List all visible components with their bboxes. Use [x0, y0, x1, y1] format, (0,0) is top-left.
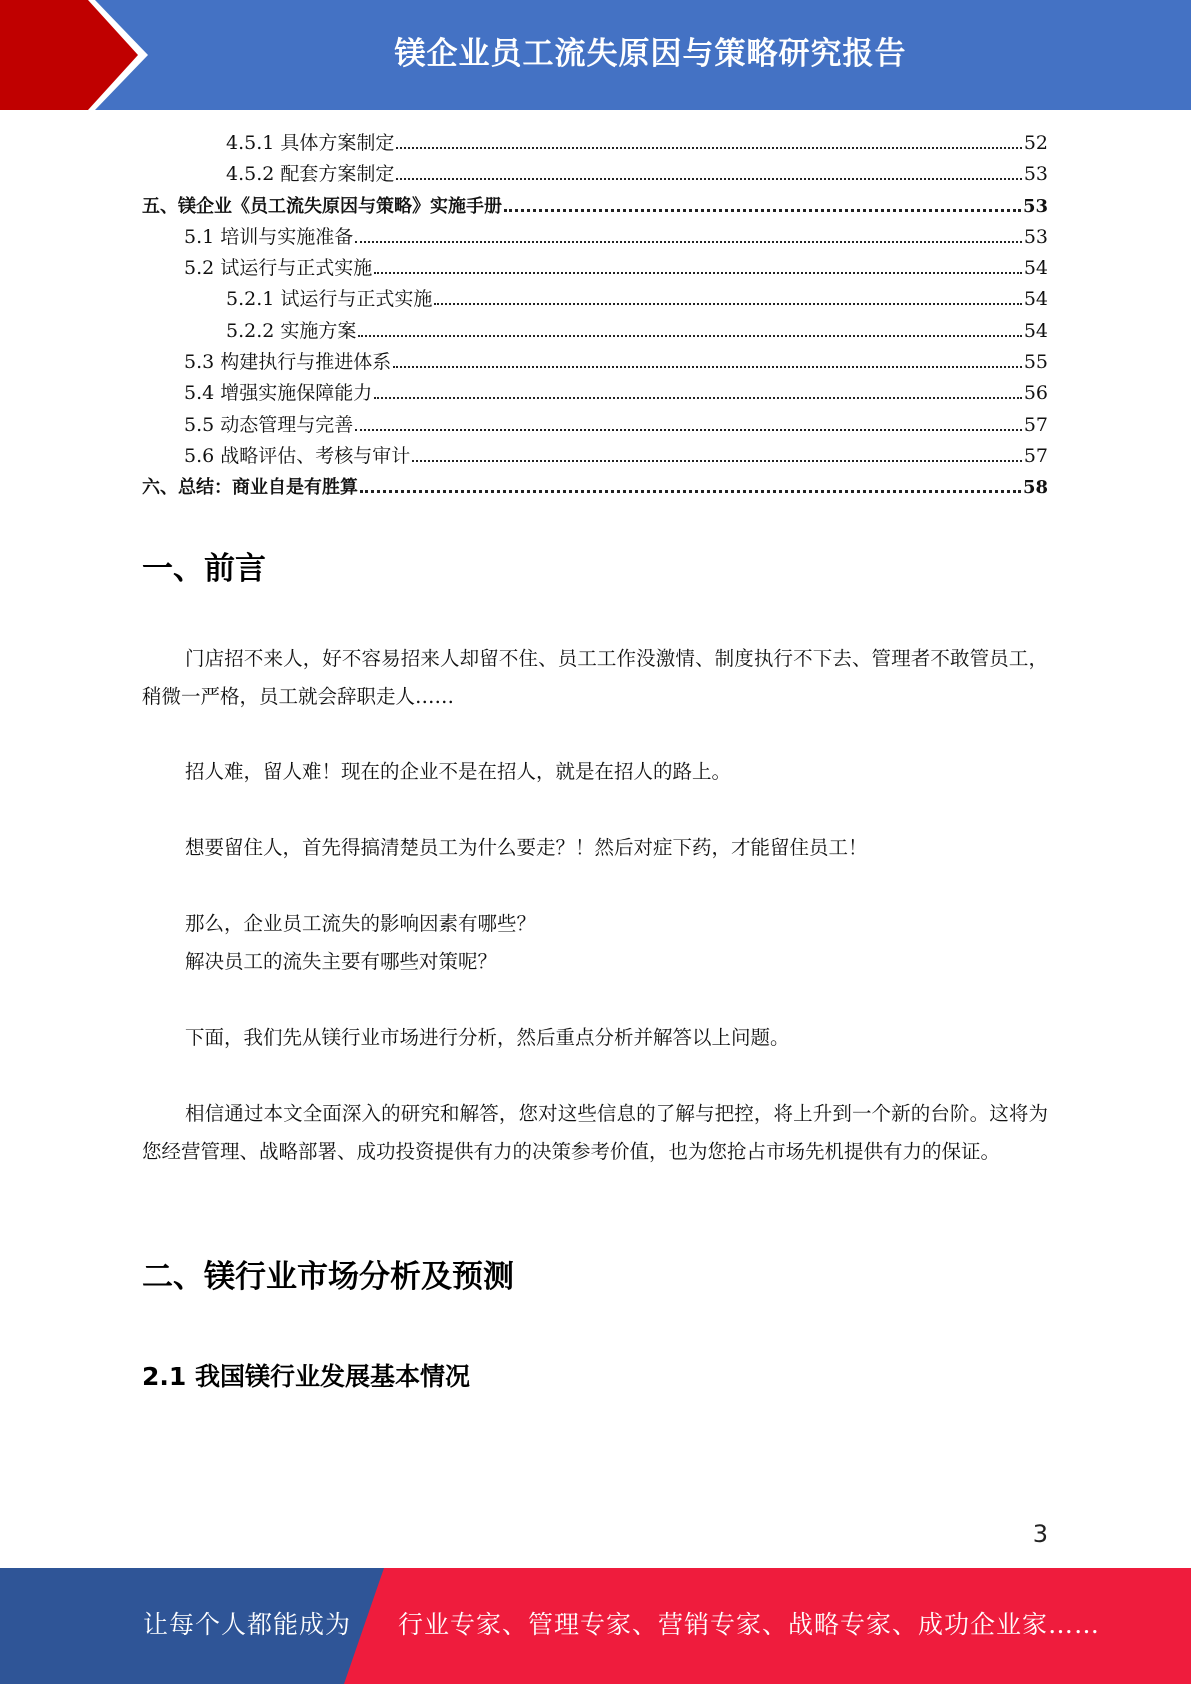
toc-dot-leader	[412, 460, 1022, 462]
toc-entry-page-number: 53	[1023, 225, 1048, 248]
toc-entry[interactable]	[142, 410, 1048, 441]
intro-paragraph-4a: 那么，企业员工流失的影响因素有哪些？	[185, 912, 537, 935]
toc-dot-leader	[504, 209, 1021, 212]
section-heading-intro: 一、前言	[142, 551, 266, 587]
toc-dot-leader	[396, 147, 1021, 149]
table-of-contents	[142, 128, 1048, 504]
toc-entry-title: 5.6 战略评估、考核与审计	[184, 444, 411, 467]
toc-entry-page-number: 56	[1023, 382, 1048, 405]
toc-entry-page-number: 53	[1022, 195, 1048, 217]
toc-entry-title: 5.5 动态管理与完善	[184, 413, 354, 436]
header-red-arrow-decoration	[0, 0, 160, 110]
toc-dot-leader	[360, 490, 1021, 493]
toc-dot-leader	[396, 178, 1021, 180]
intro-paragraph-4b: 解决员工的流失主要有哪些对策呢？	[185, 950, 498, 973]
intro-paragraph-1: 门店招不来人，好不容易招来人却留不住、员工工作没激情、制度执行不下去、管理者不敢管员工，稍微一严格，员工就会辞职走人……	[142, 647, 1048, 708]
footer-slogan-left: 让每个人都能成为	[143, 1610, 352, 1639]
toc-dot-leader	[355, 241, 1022, 243]
page-footer	[0, 1568, 1191, 1684]
toc-dot-leader	[434, 303, 1021, 305]
toc-entry-page-number: 57	[1023, 444, 1048, 467]
footer-slogan-right: 行业专家、管理专家、营销专家、战略专家、成功企业家……	[398, 1610, 1101, 1639]
toc-entry-page-number: 53	[1023, 163, 1048, 186]
page-header	[0, 0, 1191, 110]
toc-dot-leader	[355, 429, 1022, 431]
toc-entry[interactable]	[142, 253, 1048, 284]
toc-entry[interactable]	[142, 159, 1048, 190]
toc-dot-leader	[358, 335, 1021, 337]
toc-entry[interactable]	[142, 284, 1048, 315]
toc-entry-title: 5.1 培训与实施准备	[184, 225, 354, 248]
intro-paragraph-6: 相信通过本文全面深入的研究和解答，您对这些信息的了解与把控，将上升到一个新的台阶。这将为您经营管理、战略部署、成功投资提供有力的决策参考价值，也为您抢占市场先机提供有力的保证。	[142, 1102, 1048, 1163]
toc-entry-page-number: 52	[1023, 132, 1048, 154]
toc-entry-title: 六、总结：商业自是有胜算	[142, 477, 358, 499]
toc-entry-page-number: 54	[1023, 288, 1048, 311]
toc-entry-title: 5.2 试运行与正式实施	[184, 257, 373, 280]
toc-entry-page-number: 58	[1022, 477, 1048, 499]
toc-entry-title: 5.2.2 实施方案	[226, 319, 357, 342]
toc-entry[interactable]	[142, 472, 1048, 503]
toc-entry-page-number: 57	[1023, 413, 1048, 436]
page-number: 3	[1032, 1520, 1048, 1548]
toc-entry-title: 5.3 构建执行与推进体系	[184, 351, 392, 374]
toc-dot-leader	[374, 397, 1022, 399]
toc-entry-page-number: 54	[1023, 319, 1048, 342]
toc-entry[interactable]	[142, 316, 1048, 347]
toc-entry[interactable]	[142, 191, 1048, 222]
section-heading-market: 二、镁行业市场分析及预测	[142, 1259, 514, 1295]
toc-entry-page-number: 54	[1023, 257, 1048, 280]
toc-entry-title: 4.5.1 具体方案制定	[226, 132, 395, 154]
toc-entry[interactable]	[142, 128, 1048, 159]
toc-entry[interactable]	[142, 347, 1048, 378]
intro-paragraph-5: 下面，我们先从镁行业市场进行分析，然后重点分析并解答以上问题。	[185, 1026, 790, 1049]
toc-dot-leader	[393, 366, 1022, 368]
toc-entry-title: 4.5.2 配套方案制定	[226, 163, 395, 186]
intro-paragraph-2: 招人难，留人难！现在的企业不是在招人，就是在招人的路上。	[185, 760, 732, 783]
toc-entry[interactable]	[142, 441, 1048, 472]
toc-entry-page-number: 55	[1023, 351, 1048, 374]
subsection-heading-2-1: 2.1 我国镁行业发展基本情况	[142, 1362, 470, 1391]
toc-entry[interactable]	[142, 378, 1048, 409]
document-title: 镁企业员工流失原因与策略研究报告	[394, 36, 907, 72]
toc-entry[interactable]	[142, 222, 1048, 253]
intro-paragraph-3: 想要留住人，首先得搞清楚员工为什么要走？！然后对症下药，才能留住员工！	[185, 836, 868, 859]
toc-entry-title: 5.4 增强实施保障能力	[184, 382, 373, 405]
toc-entry-title: 5.2.1 试运行与正式实施	[226, 288, 433, 311]
toc-dot-leader	[374, 272, 1022, 274]
toc-entry-title: 五、镁企业《员工流失原因与策略》实施手册	[142, 195, 502, 217]
